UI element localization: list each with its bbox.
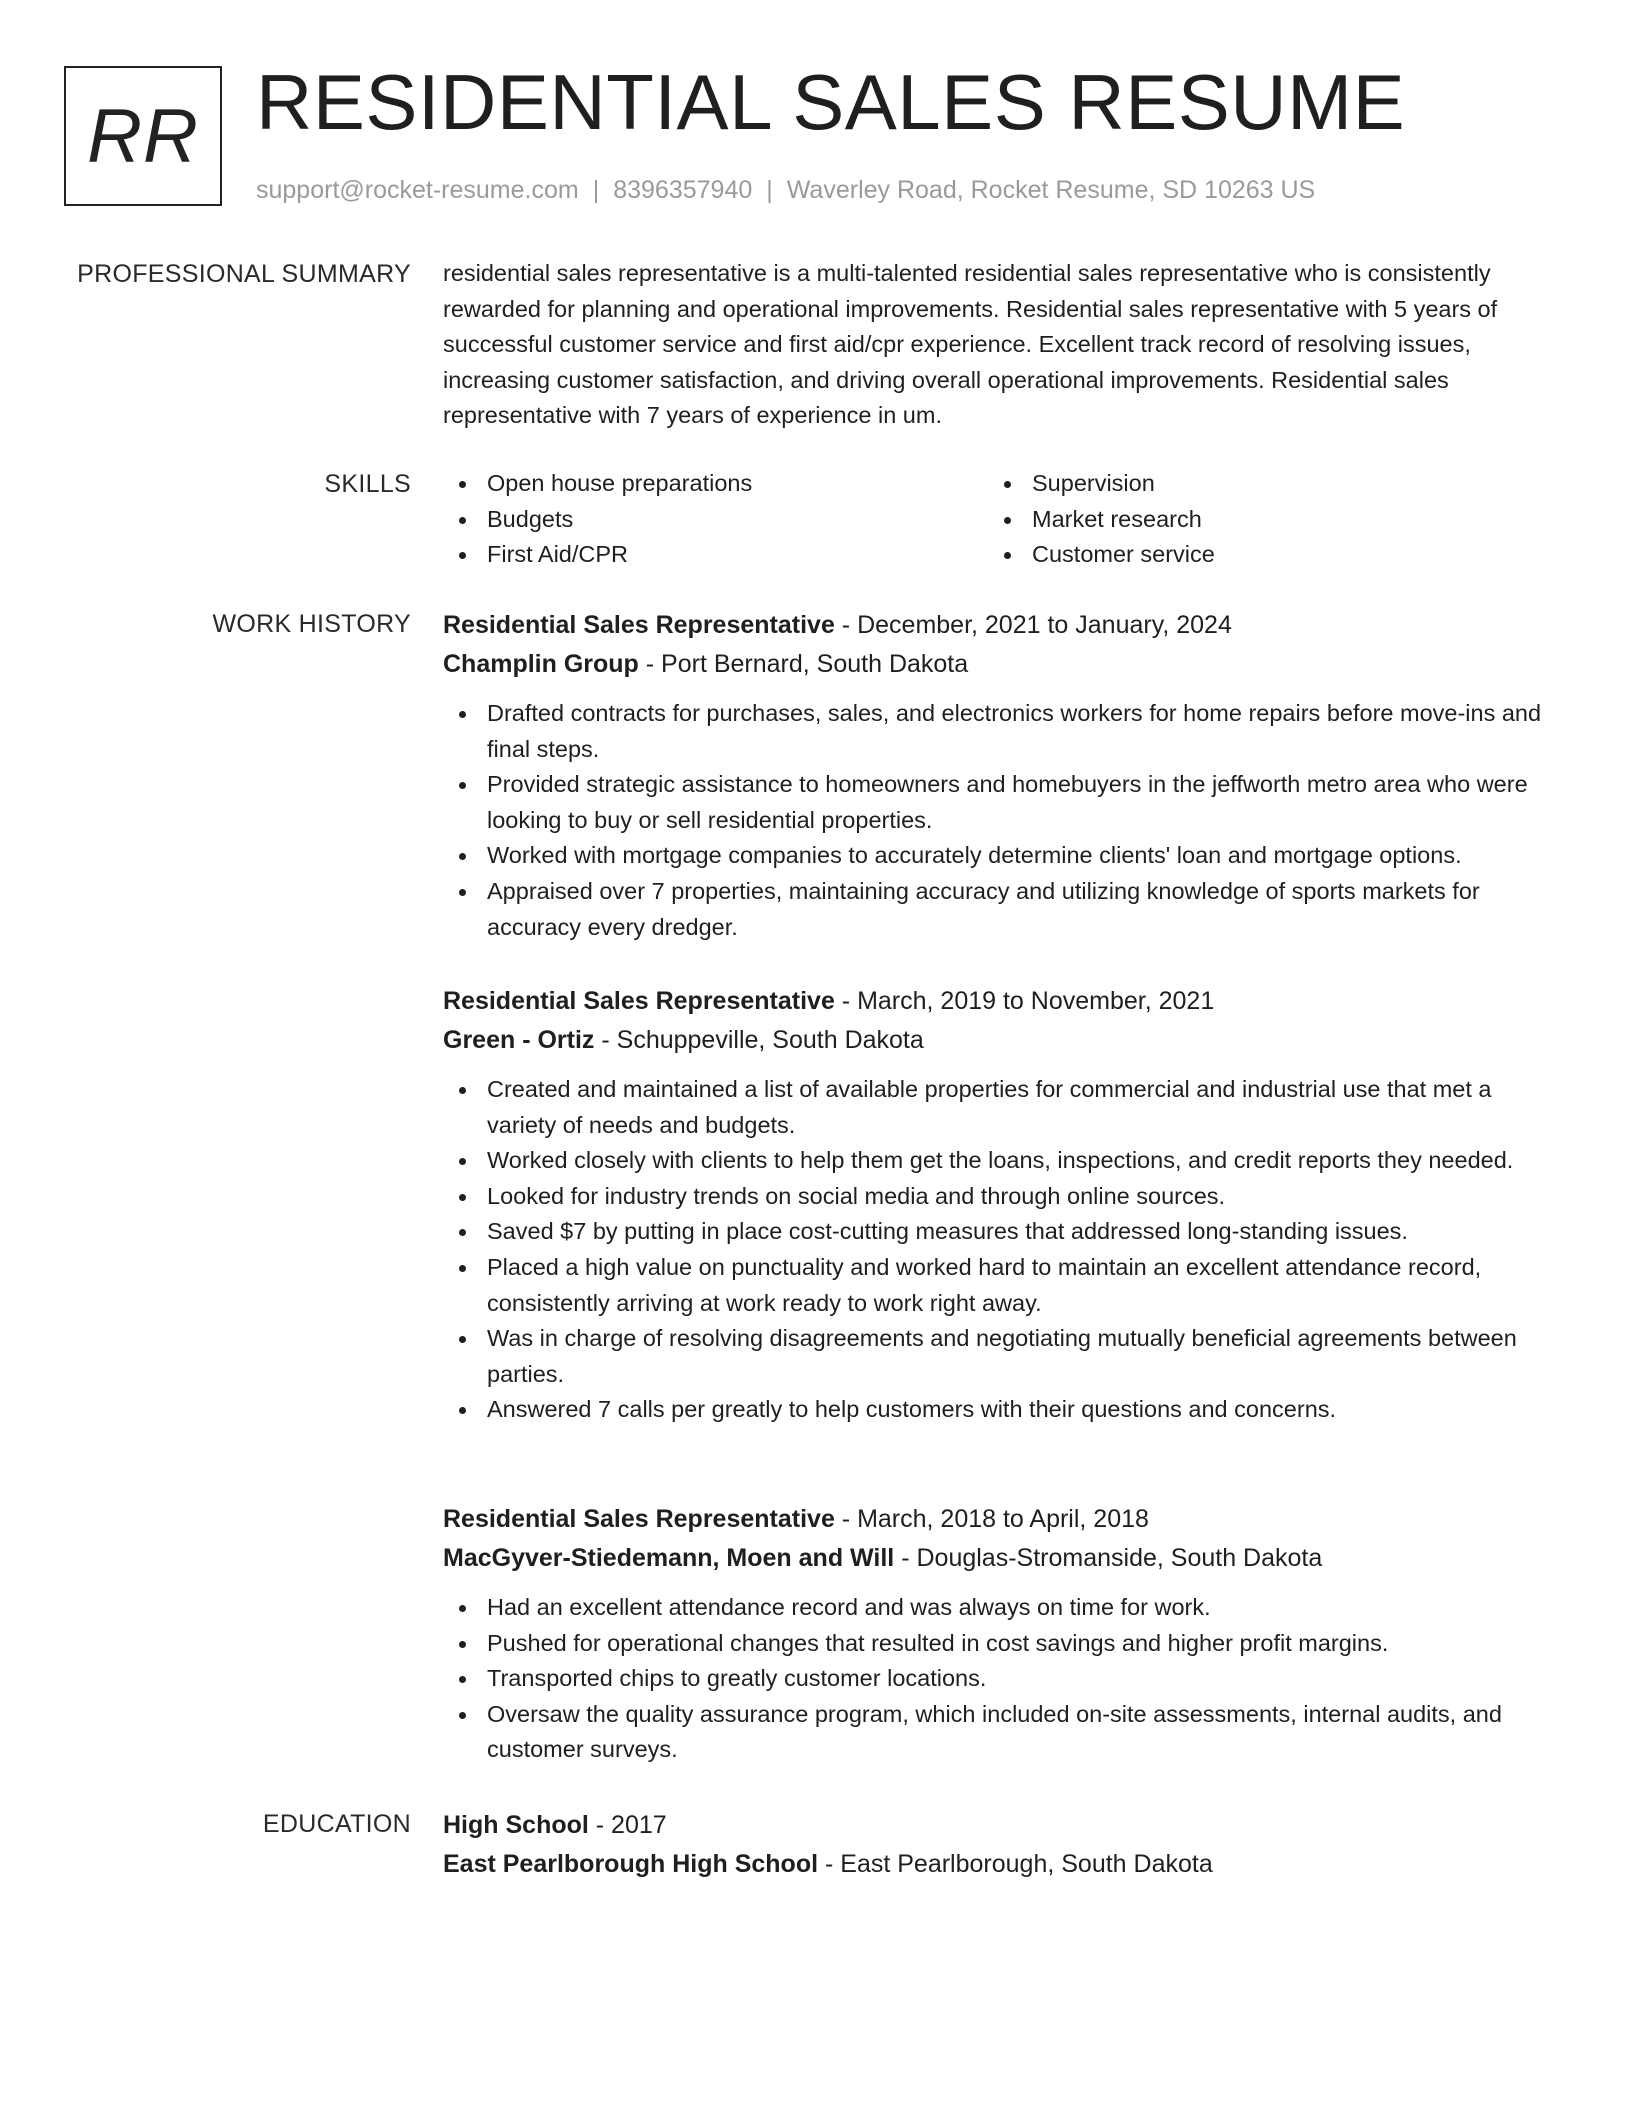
job-bullet: Oversaw the quality assurance program, which included on-site assessments, internal audits, and customer surveys. [443, 1697, 1553, 1768]
education-year: - 2017 [588, 1811, 667, 1839]
job-title: Residential Sales Representative [443, 987, 835, 1015]
skills-body [443, 466, 1553, 573]
job-bullet: Had an excellent attendance record and was always on time for work. [443, 1590, 1553, 1626]
job-title-line [443, 982, 1553, 1021]
job-bullet: Saved $7 by putting in place cost-cutting measures that addressed long-standing issues. [443, 1214, 1553, 1250]
contact-phone: 8396357940 [613, 176, 753, 204]
skill-item: First Aid/CPR [443, 537, 988, 573]
skill-item: Budgets [443, 502, 988, 538]
job-bullet: Placed a high value on punctuality and worked hard to maintain an excellent attendance record, consistently arriving at work ready to work right away. [443, 1250, 1553, 1321]
summary-text: residential sales representative is a multi-talented residential sales representative who is consistently rewarded for planning and operational improvements. Residential sales representative with 5 years of successful customer service and first aid/cpr experience. Excellent track record of resolving issues, increasing customer satisfaction, and driving overall operational improvements. Residential sales representative with 7 years of experience in um. [443, 260, 1498, 429]
contact-separator: | [766, 176, 773, 204]
education-degree-line [443, 1806, 1553, 1845]
job-entry [443, 606, 1553, 945]
job-location: - Schuppeville, South Dakota [594, 1026, 924, 1054]
job-company-line [443, 1021, 1553, 1060]
job-bullet: Worked closely with clients to help them get the loans, inspections, and credit reports they needed. [443, 1143, 1553, 1179]
contact-separator: | [592, 176, 600, 204]
job-company: MacGyver-Stiedemann, Moen and Will [443, 1544, 895, 1572]
job-bullet: Looked for industry trends on social media and through online sources. [443, 1179, 1553, 1215]
job-dates: - March, 2019 to November, 2021 [834, 987, 1215, 1015]
skill-item: Open house preparations [443, 466, 988, 502]
skill-item: Market research [988, 502, 1533, 538]
job-company: Champlin Group [443, 650, 639, 678]
job-title: Residential Sales Representative [443, 1505, 835, 1533]
job-company-line [443, 645, 1553, 684]
job-bullet: Appraised over 7 properties, maintaining accuracy and utilizing knowledge of sports markets for accuracy every dredger. [443, 874, 1553, 945]
job-bullet: Pushed for operational changes that resulted in cost savings and higher profit margins. [443, 1626, 1553, 1662]
job-bullets [443, 696, 1553, 945]
job-dates: - March, 2018 to April, 2018 [834, 1505, 1149, 1533]
job-bullet: Worked with mortgage companies to accurately determine clients' loan and mortgage options. [443, 838, 1553, 874]
job-company-line [443, 1539, 1553, 1578]
job-entry [443, 1500, 1553, 1768]
job-location: - Port Bernard, South Dakota [638, 650, 969, 678]
resume-title: RESIDENTIAL SALES RESUME [256, 58, 1406, 146]
job-title: Residential Sales Representative [443, 611, 835, 639]
summary-body [443, 256, 1553, 434]
skills-column-right [988, 466, 1533, 573]
job-dates: - December, 2021 to January, 2024 [834, 611, 1232, 639]
job-bullet: Drafted contracts for purchases, sales, and electronics workers for home repairs before move-ins and final steps. [443, 696, 1553, 767]
job-bullet: Was in charge of resolving disagreements and negotiating mutually beneficial agreements between parties. [443, 1321, 1553, 1392]
job-entry [443, 982, 1553, 1428]
job-title-line [443, 606, 1553, 645]
job-bullets [443, 1590, 1553, 1768]
contact-email: support@rocket-resume.com [256, 176, 579, 204]
summary-heading: PROFESSIONAL SUMMARY [77, 260, 411, 288]
job-bullet: Transported chips to greatly customer locations. [443, 1661, 1553, 1697]
skill-item: Supervision [988, 466, 1533, 502]
job-bullet: Answered 7 calls per greatly to help customers with their questions and concerns. [443, 1392, 1553, 1428]
job-company: Green - Ortiz [443, 1026, 595, 1054]
job-title-line [443, 1500, 1553, 1539]
monogram-logo: RR [64, 66, 222, 206]
education-school-line [443, 1845, 1553, 1884]
skills-heading: SKILLS [324, 470, 411, 498]
job-bullet: Provided strategic assistance to homeowners and homebuyers in the jeffworth metro area who were looking to buy or sell residential properties. [443, 767, 1553, 838]
skills-grid [443, 466, 1553, 573]
job-location: - Douglas-Stromanside, South Dakota [894, 1544, 1323, 1572]
job-bullets [443, 1072, 1553, 1428]
education-entry [443, 1806, 1553, 1884]
education-location: - East Pearlborough, South Dakota [818, 1850, 1213, 1878]
education-degree: High School [443, 1811, 589, 1839]
skills-column-left [443, 466, 988, 573]
contact-address: Waverley Road, Rocket Resume, SD 10263 US [786, 176, 1316, 204]
work-history-heading: WORK HISTORY [212, 610, 411, 638]
skill-item: Customer service [988, 537, 1533, 573]
contact-line [256, 172, 1315, 208]
job-bullet: Created and maintained a list of available properties for commercial and industrial use that met a variety of needs and budgets. [443, 1072, 1553, 1143]
education-school: East Pearlborough High School [443, 1850, 819, 1878]
education-heading: EDUCATION [262, 1810, 411, 1838]
